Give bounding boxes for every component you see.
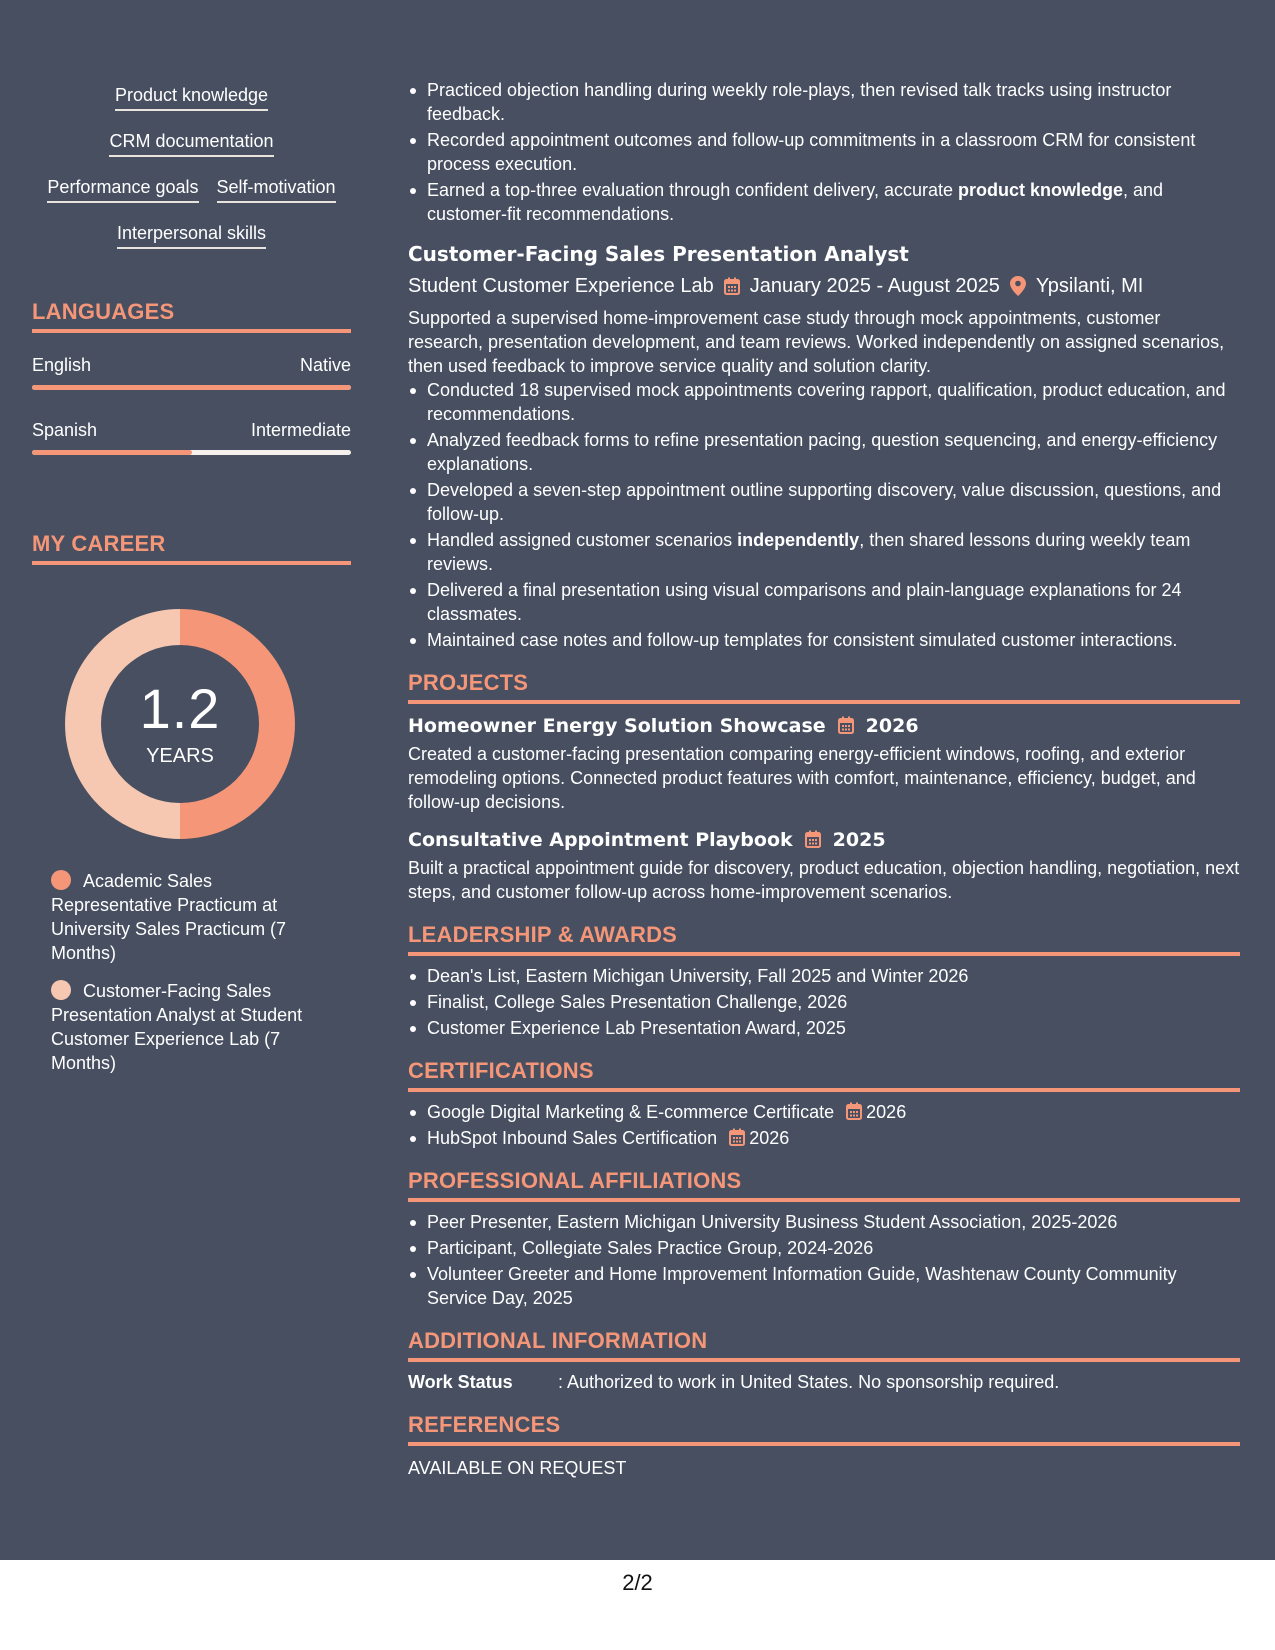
language-level: Intermediate [250,420,351,440]
job-bullets [408,378,1240,652]
calendar-icon [729,1128,745,1148]
skill-tag: Performance goals [47,176,198,203]
skill-row [109,130,273,157]
skill-tag: Product knowledge [115,84,268,111]
bullet-bold-text: independently [737,530,860,550]
language-level-bar [32,450,351,455]
career-section [32,531,351,1075]
job-summary: Supported a supervised home-improvement case study through mock appointments, customer research, presentation development, and team reviews. Worked independently on assigned scenarios, then used feedback to improve service quality and solution clarity. [408,308,1225,376]
career-legend-label: Academic Sales Representative Practicum at University Sales Practicum (7 Months) [51,871,287,963]
previous-job-bullets [408,78,1240,226]
award-item: Finalist, College Sales Presentation Challenge, 2026 [408,990,1240,1014]
career-legend-item [51,979,337,1075]
calendar-icon [838,712,854,740]
references-text: AVAILABLE ON REQUEST [408,1458,627,1478]
bullet-bold-text: product knowledge [958,180,1124,200]
language-row [32,418,351,442]
legend-dot-icon [51,980,71,1000]
award-item: Dean's List, Eastern Michigan University, Fall 2025 and Winter 2026 [408,964,1240,988]
left-column [32,84,351,1089]
project-title-row [408,712,1240,740]
job-bullet: Practiced objection handling during weekly role-plays, then revised talk tracks using instructor feedback. [408,78,1240,126]
skill-tag: Interpersonal skills [117,222,266,249]
projects-title: PROJECTS [408,670,1240,704]
skill-row [47,176,335,203]
job-bullet: Recorded appointment outcomes and follow-up commitments in a classroom CRM for consistent process execution. [408,128,1240,176]
work-status-key: Work Status [408,1372,513,1392]
language-level-bar [32,385,351,390]
right-column [408,78,1240,1480]
language-name: English [32,355,92,375]
languages-section [32,299,351,455]
job-bullet: Delivered a final presentation using visual comparisons and plain-language explanations for 24 classmates. [408,578,1240,626]
bullet-text: Handled assigned customer scenarios [427,530,738,550]
career-years-unit: YEARS [146,745,214,767]
job-bullet [408,528,1240,576]
additional-title: ADDITIONAL INFORMATION [408,1328,1240,1362]
project-year: 2026 [865,715,919,737]
language-level-fill [32,385,351,390]
language-name: Spanish [32,420,98,440]
job-organization: Student Customer Experience Lab [408,275,714,297]
languages-title: LANGUAGES [32,299,351,333]
certifications-section [408,1058,1240,1150]
project-item [408,712,1240,814]
job-bullet: Conducted 18 supervised mock appointments covering rapport, qualification, product education, and recommendations. [408,378,1240,426]
calendar-icon [846,1102,862,1122]
project-description: Created a customer-facing presentation comparing energy-efficient windows, roofing, and exterior remodeling options. Connected product features with comfort, maintenance, efficiency, budget, and follow-up decisions. [408,744,1196,812]
calendar-icon [724,277,740,295]
project-title-row [408,826,1240,854]
references-section [408,1412,1240,1480]
references-title: REFERENCES [408,1412,1240,1446]
job-bullet: Analyzed feedback forms to refine presentation pacing, question sequencing, and energy-efficiency explanations. [408,428,1240,476]
skill-row [117,222,266,249]
skill-tag: Self-motivation [217,176,336,203]
certification-item [408,1126,1240,1150]
language-item [32,418,351,455]
language-item [32,353,351,390]
affiliation-item: Peer Presenter, Eastern Michigan University Business Student Association, 2025-2026 [408,1210,1240,1234]
career-legend [32,869,351,1075]
affiliations-list [408,1210,1240,1310]
award-item: Customer Experience Lab Presentation Award, 2025 [408,1016,1240,1040]
career-donut-label [65,677,295,768]
page-number: 2/2 [622,1570,653,1595]
job-bullet: Maintained case notes and follow-up templates for consistent simulated customer interactions. [408,628,1240,652]
certification-year: 2026 [749,1128,790,1148]
affiliations-section [408,1168,1240,1310]
project-item [408,826,1240,904]
leadership-section [408,922,1240,1040]
project-name: Consultative Appointment Playbook [408,829,793,851]
affiliations-title: PROFESSIONAL AFFILIATIONS [408,1168,1240,1202]
affiliation-item: Volunteer Greeter and Home Improvement Information Guide, Washtenaw County Community Service Day, 2025 [408,1262,1240,1310]
language-level: Native [299,355,351,375]
projects-section [408,670,1240,904]
certifications-title: CERTIFICATIONS [408,1058,1240,1092]
job-dates: January 2025 - August 2025 [749,275,1000,297]
project-year: 2025 [832,829,886,851]
leadership-title: LEADERSHIP & AWARDS [408,922,1240,956]
job-bullet [408,178,1240,226]
career-total-years: 1.2 [139,677,221,740]
career-legend-item [51,869,337,965]
languages-list [32,353,351,455]
certification-year: 2026 [866,1102,907,1122]
job-title: Customer-Facing Sales Presentation Analyst [408,242,909,266]
language-row [32,353,351,377]
work-status-row [408,1370,1240,1394]
calendar-icon [805,826,821,854]
certification-name: HubSpot Inbound Sales Certification [427,1128,718,1148]
projects-list [408,712,1240,904]
job-bullet: Developed a seven-step appointment outline supporting discovery, value discussion, questions, and follow-up. [408,478,1240,526]
project-description: Built a practical appointment guide for discovery, product education, objection handling, negotiation, next steps, and customer follow-up across home-improvement scenarios. [408,858,1240,902]
work-status-value: : Authorized to work in United States. No sponsorship required. [558,1372,1060,1392]
bullet-text: Earned a top-three evaluation through confident delivery, accurate [427,180,958,200]
affiliation-item: Participant, Collegiate Sales Practice Group, 2024-2026 [408,1236,1240,1260]
legend-dot-icon [51,870,71,890]
certifications-list [408,1100,1240,1150]
skills-list [32,84,351,249]
skill-tag: CRM documentation [109,130,273,157]
bullet-text: , then shared lessons during weekly team reviews. [427,530,1191,574]
language-level-fill [32,450,192,455]
job-entry [408,240,1240,652]
skill-row [115,84,268,111]
job-location: Ypsilanti, MI [1035,275,1144,297]
career-title: MY CAREER [32,531,351,565]
additional-section [408,1328,1240,1394]
career-donut-chart [65,609,295,839]
leadership-list [408,964,1240,1040]
job-meta [408,272,1240,300]
location-pin-icon [1010,276,1026,296]
career-legend-label: Customer-Facing Sales Presentation Analyst at Student Customer Experience Lab (7 Months) [51,981,303,1073]
project-name: Homeowner Energy Solution Showcase [408,715,826,737]
bullet-text: , and customer-fit recommendations. [427,180,1164,224]
certification-item [408,1100,1240,1124]
certification-name: Google Digital Marketing & E-commerce Certificate [427,1102,835,1122]
